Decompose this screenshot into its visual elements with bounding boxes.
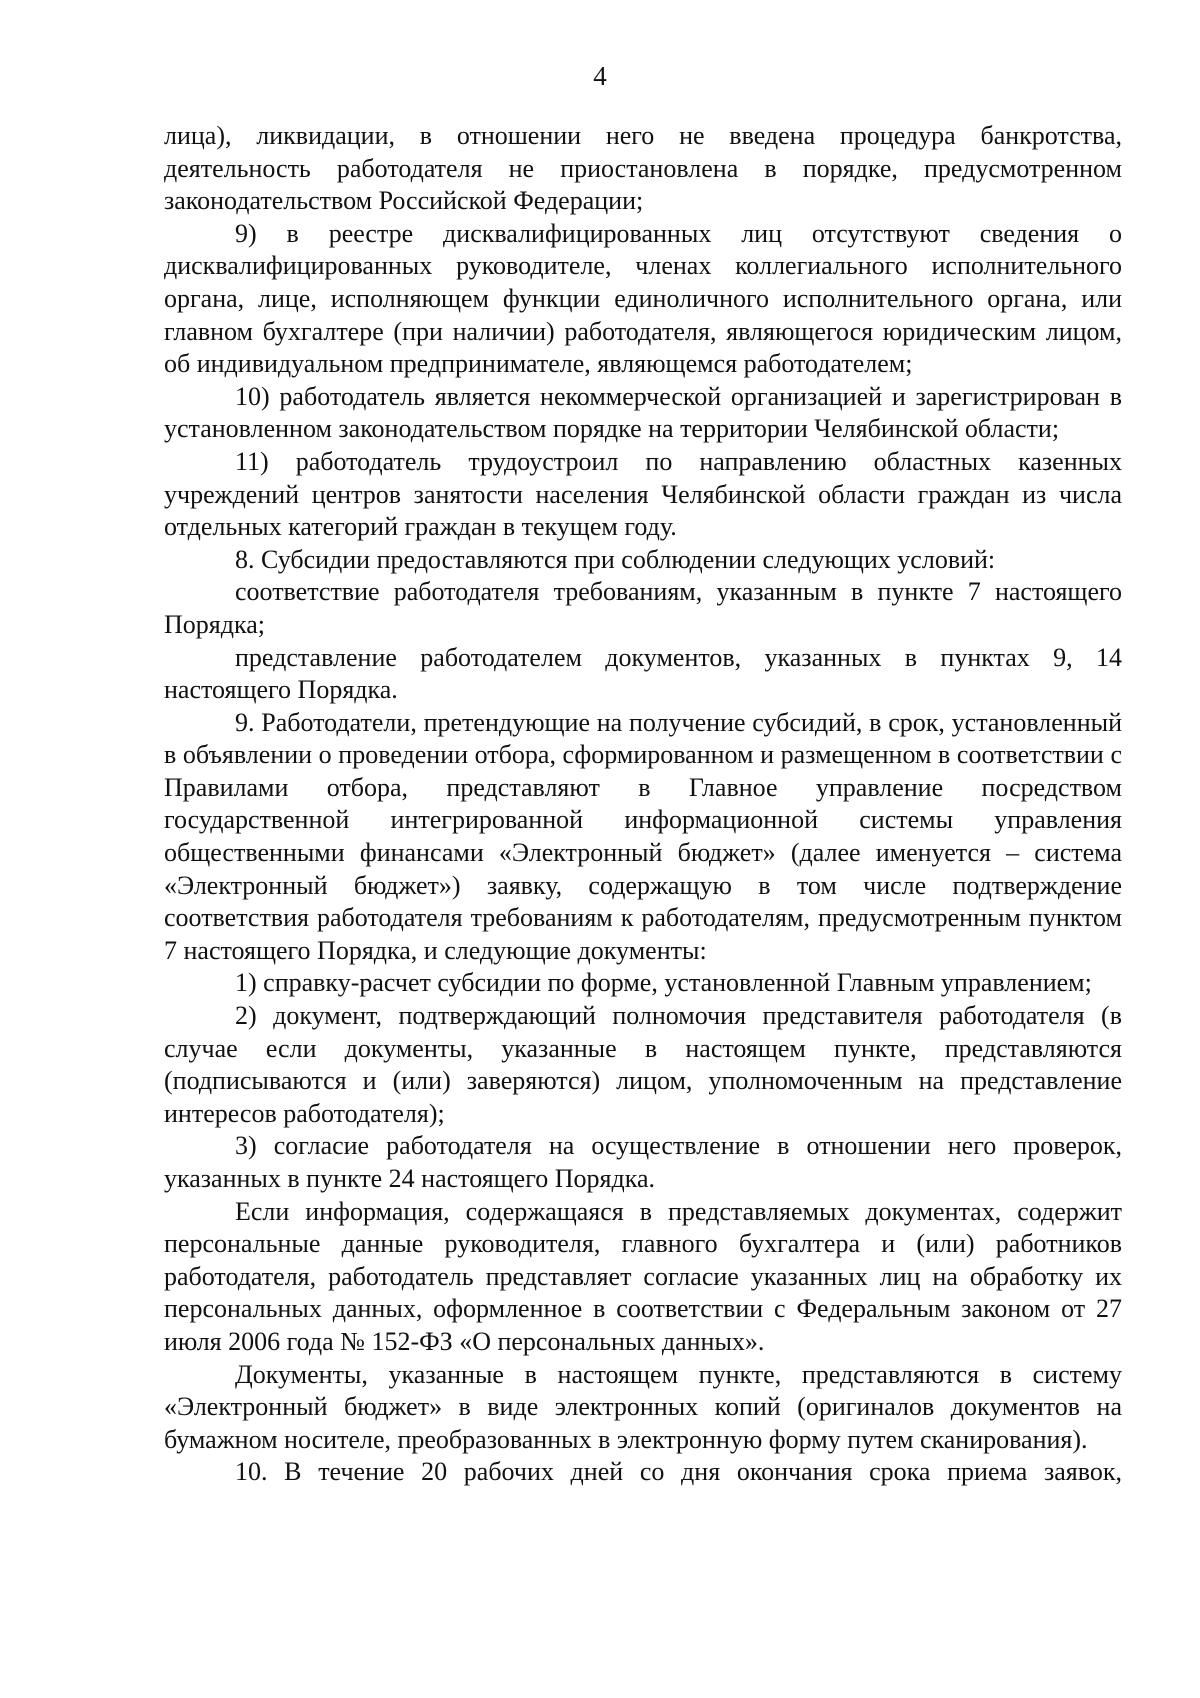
document-body xyxy=(164,120,1122,1489)
paragraph-clause-8: 8. Субсидии предоставляются при соблюдении следующих условий: xyxy=(235,544,996,574)
paragraph-document-2: 2) документ, подтверждающий полномочия представителя работодателя (в случае если документы, указанные в настоящем пункте, представляются (подписываются и (или) заверяются) лицом, уполномоченным на представление интересов работодателя); xyxy=(164,1001,1122,1128)
page-number: 4 xyxy=(593,61,607,91)
paragraph-item-11: 11) работодатель трудоустроил по направлению областных казенных учреждений центров занятости населения Челябинской области граждан из числа отдельных категорий граждан в текущем году. xyxy=(164,446,1122,542)
paragraph-condition-2: представление работодателем документов, указанных в пунктах 9, 14 настоящего Порядка. xyxy=(164,642,1122,705)
paragraph-document-1: 1) справку-расчет субсидии по форме, установленной Главным управлением; xyxy=(235,968,1092,998)
paragraph-personal-data: Если информация, содержащаяся в представляемых документах, содержит персональные данные руководителя, главного бухгалтера и (или) работников работодателя, работодатель представляет согласие указанных лиц на обработку их персональных данных, оформленное в соответствии с Федеральным законом от 27 июля 2006 года № 152-ФЗ «О персональных данных». xyxy=(164,1196,1122,1356)
paragraph-condition-1: соответствие работодателя требованиям, указанным в пункте 7 настоящего Порядка; xyxy=(164,577,1122,639)
paragraph-continuation: лица), ликвидации, в отношении него не введена процедура банкротства, деятельность работодателя не приостановлена в порядке, предусмотренном законодательством Российской Федерации; xyxy=(164,121,1122,216)
paragraph-electronic-copies: Документы, указанные в настоящем пункте, представляются в систему «Электронный бюджет» в виде электронных копий (оригиналов документов на бумажном носителе, преобразованных в электронную форму путем сканирования). xyxy=(164,1359,1122,1454)
paragraph-document-3: 3) согласие работодателя на осуществление в отношении него проверок, указанных в пункте 24 настоящего Порядка. xyxy=(164,1131,1122,1193)
paragraph-clause-9: 9. Работодатели, претендующие на получение субсидий, в срок, установленный в объявлении о проведении отбора, сформированном и размещенном в соответствии с Правилами отбора, представляют в Главное управление посредством государственной интегрированной информационной системы управления общественными финансами «Электронный бюджет» (далее именуется – система «Электронный бюджет») заявку, содержащую в том числе подтверждение соответствия работодателя требованиям к работодателям, предусмотренным пунктом 7 настоящего Порядка, и следующие документы: xyxy=(164,707,1122,965)
paragraph-item-10: 10) работодатель является некоммерческой организацией и зарегистрирован в установленном законодательством порядке на территории Челябинской области; xyxy=(164,381,1122,444)
paragraph-clause-10: 10. В течение 20 рабочих дней со дня окончания срока приема заявок, xyxy=(235,1457,1122,1487)
paragraph-item-9: 9) в реестре дисквалифицированных лиц отсутствуют сведения о дисквалифицированных руководителе, членах коллегиального исполнительного органа, лице, исполняющем функции единоличного исполнительного органа, или главном бухгалтере (при наличии) работодателя, являющегося юридическим лицом, об индивидуальном предпринимателе, являющемся работодателем; xyxy=(164,218,1122,379)
